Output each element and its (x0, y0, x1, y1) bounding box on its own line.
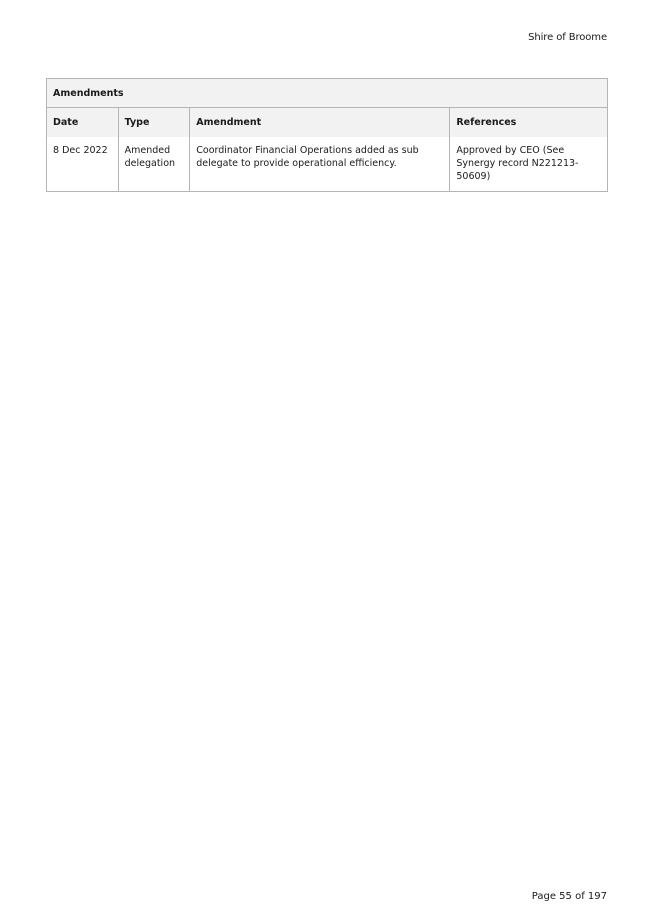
cell-amendment: Coordinator Financial Operations added as sub delegate to provide operational efficiency. (190, 137, 450, 192)
header-row (47, 108, 608, 138)
cell-type: Amended delegation (118, 137, 190, 192)
table-caption: Amendments (47, 79, 608, 108)
column-header-references: References (450, 108, 608, 138)
page-number: Page 55 of 197 (531, 891, 607, 902)
cell-references: Approved by CEO (See Synergy record N221213-50609) (450, 137, 608, 192)
organisation-name: Shire of Broome (528, 32, 607, 43)
caption-row (47, 79, 608, 108)
column-header-amendment: Amendment (190, 108, 450, 138)
cell-date: 8 Dec 2022 (47, 137, 119, 192)
column-header-date: Date (47, 108, 119, 138)
amendments-table (46, 78, 608, 192)
table-row (47, 137, 608, 192)
column-header-type: Type (118, 108, 190, 138)
